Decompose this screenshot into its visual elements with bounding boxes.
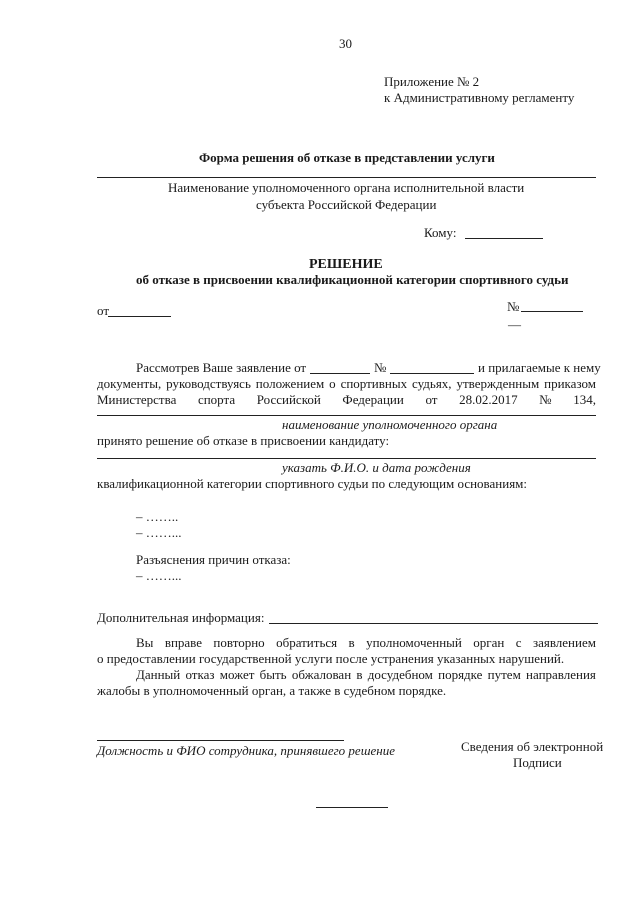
body-no-label: № [374,360,387,375]
notice-p2-line2: жалобы в уполномоченный орган, а также в судебном порядке. [97,683,447,698]
notice-word: с [515,635,522,650]
official-signature-line [97,740,344,741]
application-number-field [390,373,474,374]
notice-p1-line1 [136,636,596,651]
decision-subtitle: об отказе в присвоении квалификационной категории спортивного судьи [136,272,569,287]
notice-word: направления [526,667,596,682]
notice-word: уполномоченный [366,635,462,650]
body-line3-word: Министерства [97,392,177,407]
notice-word: обжалован [291,667,352,682]
notice-word: обратиться [276,635,338,650]
authority-name-line [97,415,596,416]
number-field [521,311,583,312]
body-line3 [97,393,596,408]
application-date-field [310,373,370,374]
notice-word: в [356,667,363,682]
notice-p1-line2: о предоставлении государственной услуги после устранения указанных нарушений. [97,651,565,666]
page-number: 30 [339,36,352,51]
body-line3-word: 28.02.2017 [459,392,518,407]
additional-info-field [269,623,598,624]
form-title: Форма решения об отказе в представлении услуги [199,150,495,165]
notice-p2-line1 [136,668,596,683]
recipient-field [465,238,543,239]
closing-rule [316,807,388,808]
authority-hint: наименование уполномоченного органа [282,417,498,432]
notice-word: путем [487,667,521,682]
to-label: Кому: [424,225,457,240]
appendix-number: Приложение № 2 [384,74,480,89]
notice-word: может [219,667,255,682]
decision-title: РЕШЕНИЕ [309,257,383,272]
notice-word: орган [473,635,505,650]
body-line3-word: от [425,392,438,407]
reason-item: – ……... [136,525,182,540]
body-line3-word: Российской [256,392,321,407]
authority-caption-line1: Наименование уполномоченного органа исполнительной власти [168,180,525,195]
official-caption: Должность и ФИО сотрудника, принявшего решение [97,743,396,758]
body-attachments: и прилагаемые к нему [478,360,601,375]
body-intro: Рассмотрев Ваше заявление от [136,360,307,375]
notice-word: Данный [136,667,181,682]
notice-word: вправе [164,635,203,650]
notice-word: досудебном [367,667,433,682]
number-dash: — [508,317,521,332]
additional-info-label: Дополнительная информация: [97,610,265,625]
authority-caption-line2: субъекта Российской Федерации [256,197,437,212]
body-line3-word: № [539,392,552,407]
explanation-item: – ……... [136,568,182,583]
date-field [108,316,171,317]
body-line2: документы, руководствуясь положением о спортивных судьях, утвержденным приказом [97,376,596,391]
appendix-reference: к Административному регламенту [384,90,575,105]
body-line3-word: 134, [573,392,596,407]
notice-word: Вы [136,635,154,650]
notice-word: отказ [185,667,215,682]
decided-text: принято решение об отказе в присвоении кандидату: [97,433,390,448]
category-text: квалификационной категории спортивного судьи по следующим основаниям: [97,476,528,491]
number-label: № [507,299,520,314]
body-line3-word: Федерации [342,392,404,407]
candidate-line [97,458,596,459]
esign-caption-line2: Подписи [513,755,562,770]
notice-word: повторно [213,635,265,650]
reason-item: – …….. [136,509,179,524]
notice-word: порядке [438,667,483,682]
candidate-hint: указать Ф.И.О. и дата рождения [282,460,471,475]
notice-word: быть [259,667,287,682]
authority-line [97,177,596,178]
explanations-label: Разъяснения причин отказа: [136,552,291,567]
body-line3-word: спорта [197,392,236,407]
esign-caption-line1: Сведения об электронной [461,739,604,754]
notice-word: в [348,635,355,650]
date-label: от [97,303,110,318]
notice-word: заявлением [532,635,596,650]
